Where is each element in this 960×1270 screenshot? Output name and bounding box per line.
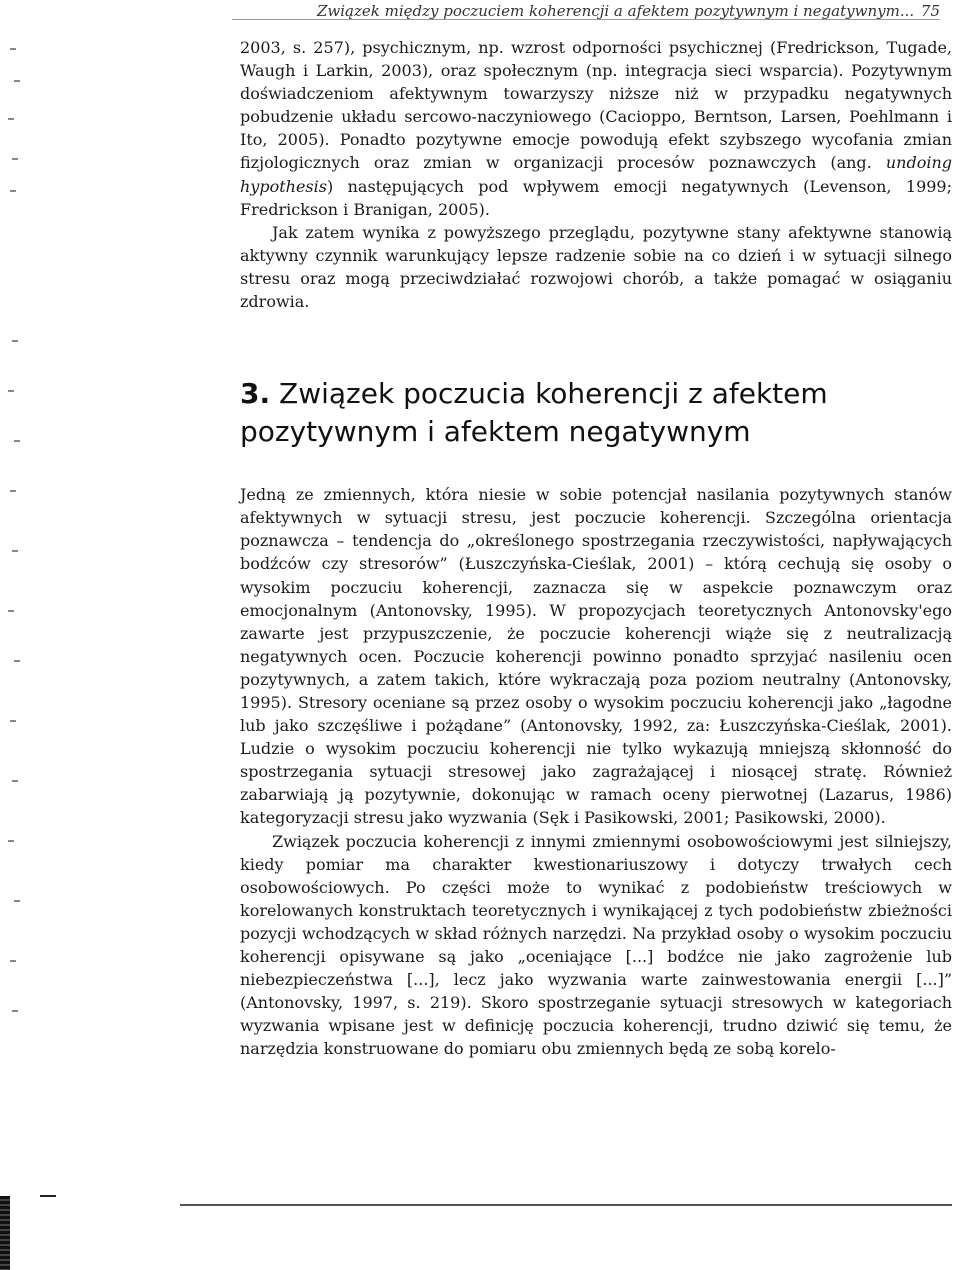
header-rule — [232, 19, 940, 20]
section-number: 3. — [240, 377, 271, 411]
page-body — [240, 36, 952, 1060]
paragraph-text: ) następujących pod wpływem emocji negatywnych (Levenson, 1999; Fredrickson i Branigan, 2005). — [240, 176, 952, 219]
running-title: Związek między poczuciem koherencji a afektem pozytywnym i negatywnym... — [317, 2, 915, 20]
section-heading — [240, 375, 952, 451]
paragraph-text: 2003, s. 257), psychicznym, np. wzrost odporności psychicznej (Fredrickson, Tugade, Waugh i Larkin, 2003), oraz społecznym (np. integracja sieci wsparcia). Pozytywnym doświadczeniom afektywnym towarzyszy niższe niż w przypadku negatywnych pobudzenie układu sercowo-naczyniowego (Cacioppo, Berntson, Larsen, Poehlmann i Ito, 2005). Ponadto pozytywne emocje powodują efekt szybszego wycofania zmian fizjologicznych oraz zmian w organizacji procesów poznawczych (ang. — [240, 38, 952, 173]
paragraph-intro-continued — [240, 36, 952, 221]
page-number: 75 — [920, 2, 940, 20]
section-title: Związek poczucia koherencji z afektem pozytywnym i afektem negatywnym — [240, 377, 828, 449]
scan-edge-artifact — [0, 1196, 10, 1270]
scan-margin-artifacts — [4, 40, 34, 1240]
scan-tick-artifact — [40, 1195, 56, 1197]
paragraph-summary: Jak zatem wynika z powyższego przeglądu, pozytywne stany afektywne stanowią aktywny czynnik warunkujący lepsze radzenie sobie na co dzień i w sytuacji silnego stresu oraz mogą przeciwdziałać rozwojowi chorób, a także pomagać w osiąganiu zdrowia. — [240, 222, 952, 312]
italic-term: undoing hypothesis — [240, 153, 952, 196]
running-header — [232, 0, 952, 22]
paragraph-body: Związek poczucia koherencji z innymi zmiennymi osobowościowymi jest silniejszy, kiedy pomiar ma charakter kwestionariuszowy i dotyczy trwałych cech osobowościowych. Po części może to wynikać z podobieństw treściowych w korelowanych konstruktach teoretycznych i wynikającej z tych podobieństw zbieżności pozycji wchodzących w skład różnych narzędzi. Na przykład osoby o wysokim poczuciu koherencji opisywane są jako „oceniające [...] bodźce nie jako zagrożenie lub niebezpieczeństwa [...], lecz jako wyzwania warte zainwestowania energii [...]” (Antonovsky, 1997, s. 219). Skoro spostrzeganie sytuacji stresowych w kategoriach wyzwania wpisane jest w definicję poczucia koherencji, trudno dziwić się temu, że narzędzia konstruowane do pomiaru obu zmiennych będą ze sobą korelo- — [240, 831, 952, 1059]
paragraph-body: Jedną ze zmiennych, która niesie w sobie potencjał nasilania pozytywnych stanów afektywnych w sytuacji stresu, jest poczucie koherencji. Szczególna orientacja poznawcza – tendencja do „określonego spostrzegania rzeczywistości, napływających bodźców czy stresorów” (Łuszczyńska-Cieślak, 2001) – którą cechują się osoby o wysokim poczuciu koherencji, zaznacza się w aspekcie poznawczym oraz emocjonalnym (Antonovsky, 1995). W propozycjach teoretycznych Antonovsky'ego zawarte jest przypuszczenie, że poczucie koherencji wiąże się z neutralizacją negatywnych ocen. Poczucie koherencji powinno ponadto sprzyjać nasileniu ocen pozytywnych, a zatem takich, które wykraczają poza poziom neutralny (Antonovsky, 1995). Stresory oceniane są przez osoby o wysokim poczuciu koherencji jako „łagodne lub jako szczęśliwe i pożądane” (Antonovsky, 1992, za: Łuszczyńska-Cieślak, 2001). Ludzie o wysokim poczuciu koherencji nie tylko wykazują mniejszą skłonność do spostrzegania sytuacji stresowej jako zagrażającej i niosącej stratę. Również zabarwiają ją pozytywnie, dokonując w ramach oceny pierwotnej (Lazarus, 1986) kategoryzacji stresu jako wyzwania (Sęk i Pasikowski, 2001; Pasikowski, 2000). — [240, 485, 952, 828]
footer-rule — [180, 1204, 952, 1206]
